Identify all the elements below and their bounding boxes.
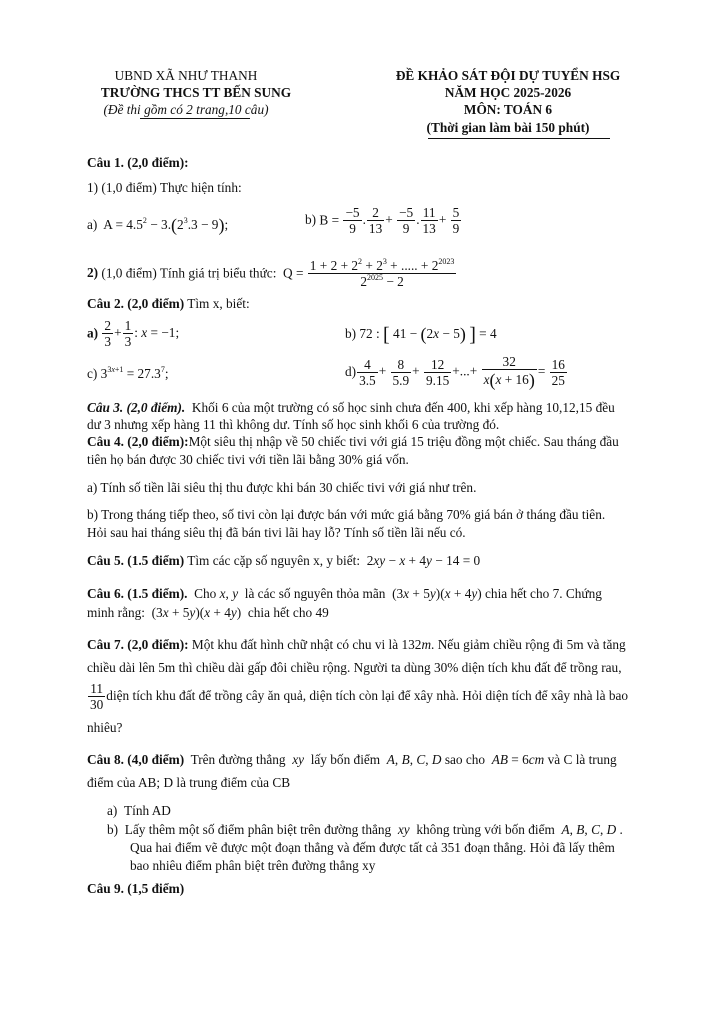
q4-line2: tiên họ bán được 30 chiếc tivi với tiền lãi bằng 30% giá vốn. — [87, 452, 409, 467]
header-left-underline — [140, 118, 250, 119]
q1-part1: 1) (1,0 điểm) Thực hiện tính: — [87, 180, 242, 195]
q3-line2: dư 3 nhưng xếp hàng 11 thì không dư. Tính số học sinh khối 6 của trường đó. — [87, 417, 500, 432]
q5: Câu 5. (1.5 điểm) Tìm các cặp số nguyên x, y biết: 2xy − x + 4y − 14 = 0 — [87, 553, 481, 568]
q8-line2: điểm của AB; D là trung điểm của CB — [87, 775, 291, 790]
q8-b1: b) Lấy thêm một số điểm phân biệt trên đường thẳng xy không trùng với bốn điểm A, B, C, D . — [107, 822, 623, 837]
q1-title: Câu 1. (2,0 điểm): — [87, 155, 189, 170]
exam-title: ĐỀ KHẢO SÁT ĐỘI DỰ TUYỂN HSG — [395, 68, 621, 83]
q8-a: a) Tính AD — [107, 803, 171, 818]
q1-part2: 2) (1,0 điểm) Tính giá trị biểu thức: Q = $\frac{1 + 2 + 2^2 + 2^3 + ..... + 2^{2023}}{2^{2025} - 2}$ — [87, 257, 455, 290]
page-count-note: (Đề thi gồm có 2 trang,10 câu) — [103, 102, 269, 117]
q1-a: a) $A = 4.5^2 - 3.(2^3.3 - 9)$; — [87, 215, 229, 235]
q2-c: c) $3^{3x+1} = 27.3^7$; — [87, 365, 169, 381]
q8-b2: Qua hai điểm vẽ được một đoạn thẳng và đếm được tất cả 351 đoạn thẳng. Hỏi đã lấy thêm — [130, 840, 615, 855]
q6-line1: Câu 6. (1.5 điểm). Cho x, y là các số nguyên thỏa mãn (3x + 5y)(x + 4y) chia hết cho 7. Chứng — [87, 586, 602, 601]
q8-b3: bao nhiêu điểm phân biệt trên đường thẳng xy — [130, 858, 376, 873]
q7-line1: Câu 7. (2,0 điểm): Một khu đất hình chữ nhật có chu vi là 132m. Nếu giảm chiều rộng đi 5m và tăng — [87, 637, 626, 652]
q2-d: d) $\frac{4}{3.5}$ + $\frac{8}{5.9}$ + $\frac{12}{9.15}$ +...+ $\frac{32}{x(x + 16)}$ = $\frac{16}{25}$ — [345, 354, 565, 391]
q1-b: b) B = $\frac{-5}{9}$ . $\frac{2}{13}$ + $\frac{-5}{9}$ . $\frac{11}{13}$ + $\frac{5}{9}$ — [305, 205, 460, 237]
q7-line3: $\frac{11}{30}$ diện tích khu đất để trồng cây ăn quả, diện tích còn lại để xây nhà. Hỏi diện tích để xây nhà là bao — [90, 681, 629, 713]
q2-header: Câu 2. (2,0 điểm) Tìm x, biết: — [87, 296, 250, 311]
q9-title: Câu 9. (1,5 điểm) — [87, 881, 185, 896]
q8-line1: Câu 8. (4,0 điểm) Trên đường thẳng xy lấy bốn điểm A, B, C, D sao cho AB = 6cm và C là trung — [87, 752, 617, 767]
q3-line1: Câu 3. (2,0 điểm). Khối 6 của một trường có số học sinh chưa đến 400, khi xếp hàng 10,12,15 đều — [87, 400, 615, 415]
q2-a: a) $\frac{2}{3}$ + $\frac{1}{3}$ : x = −1; — [87, 318, 180, 350]
subject: MÔN: TOÁN 6 — [463, 102, 553, 117]
school-authority: UBND XÃ NHƯ THANH — [114, 68, 258, 83]
q7-line2: chiều dài lên 5m thì chiều dài gấp đôi chiều rộng. Người ta dùng 30% diện tích khu đất để trồng rau, — [87, 660, 622, 675]
q2-b: b) 72 : [ 41 − (2x − 5) ] = 4 — [345, 324, 497, 346]
q6-line2: minh rằng: (3x + 5y)(x + 4y) chia hết cho 49 — [87, 605, 329, 620]
q7-line4: nhiêu? — [87, 720, 123, 735]
q4-b1: b) Trong tháng tiếp theo, số tivi còn lại được bán với mức giá bằng 70% giá bán ở tháng đầu tiên. — [87, 507, 606, 522]
q4-a: a) Tính số tiền lãi siêu thị thu được khi bán 30 chiếc tivi với giá như trên. — [87, 480, 477, 495]
q4-line1: Câu 4. (2,0 điểm):Một siêu thị nhập về 50 chiếc tivi với giá 15 triệu đồng một chiếc. Sau tháng đầu — [87, 434, 619, 449]
q4-b2: Hỏi sau hai tháng siêu thị đã bán tivi lãi hay lỗ? Tính số tiền lãi nếu có. — [87, 525, 466, 540]
time-limit: (Thời gian làm bài 150 phút) — [426, 120, 590, 135]
header-right-underline — [428, 138, 610, 139]
school-name: TRƯỜNG THCS TT BẾN SUNG — [100, 85, 292, 100]
school-year: NĂM HỌC 2025-2026 — [444, 85, 572, 100]
